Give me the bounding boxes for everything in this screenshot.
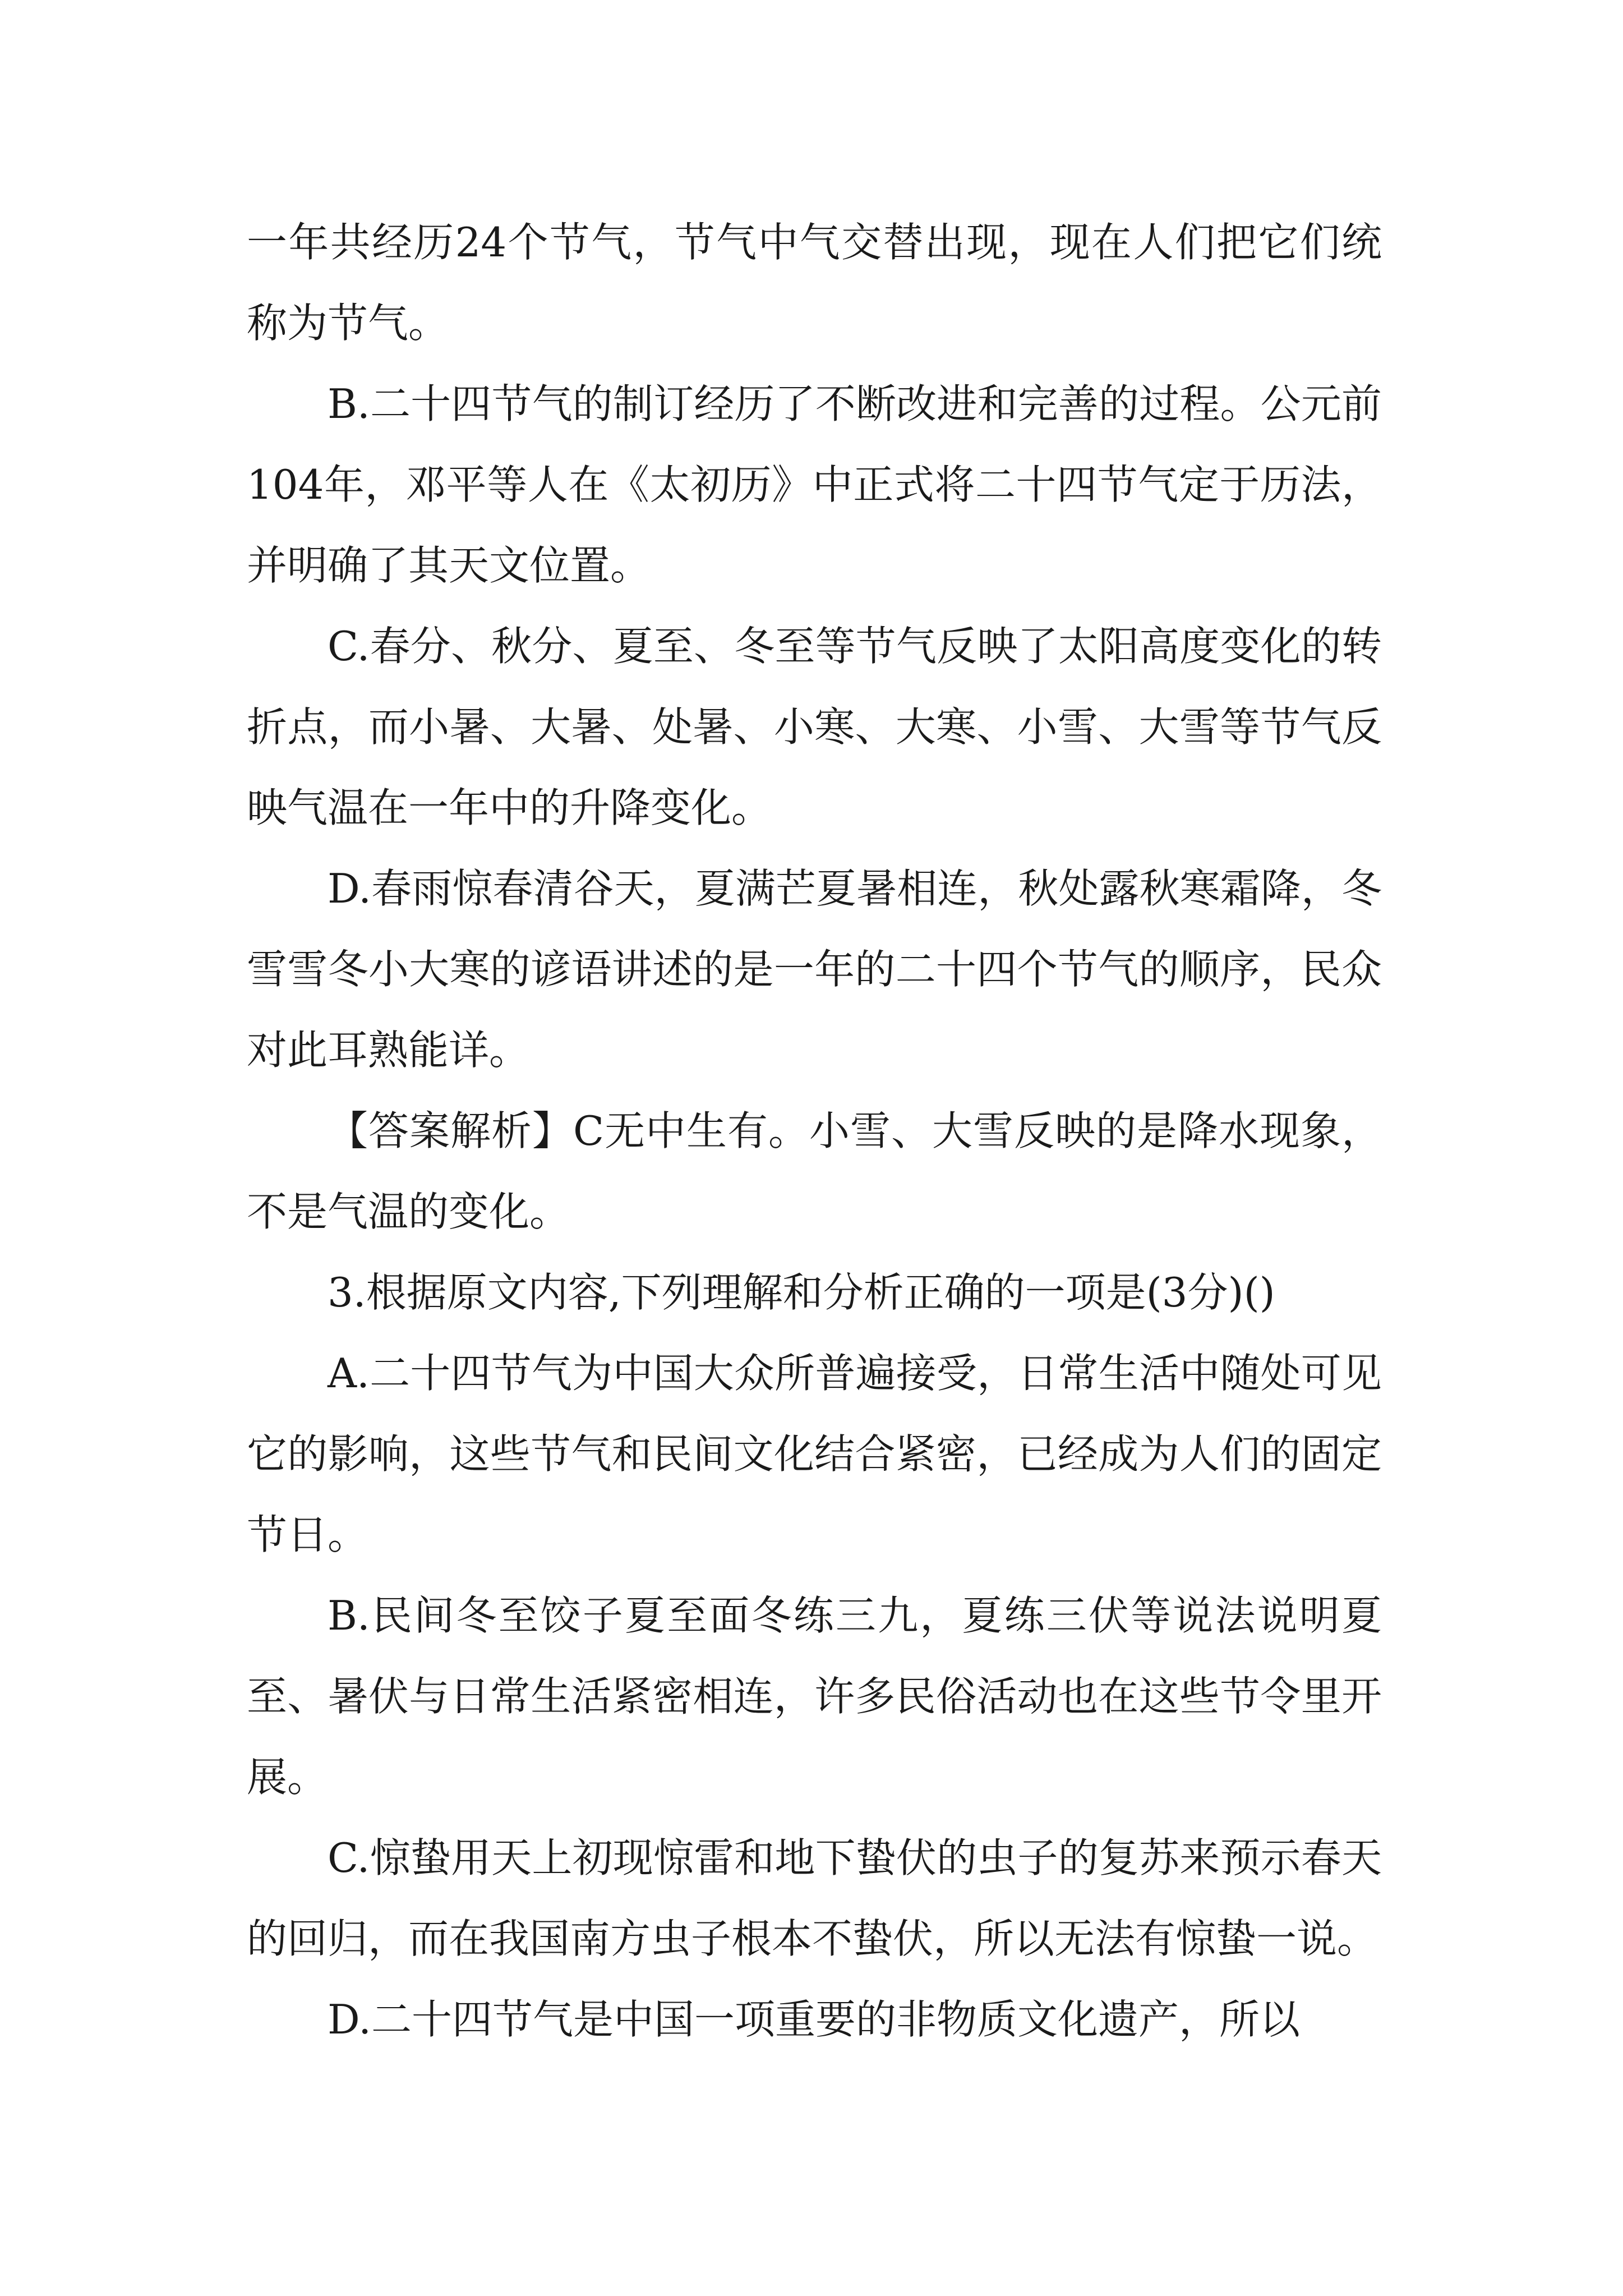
option-d-paragraph: D.春雨惊春清谷天，夏满芒夏暑相连，秋处露秋寒霜降，冬雪雪冬小大寒的谚语讲述的是一年的二十四个节气的顺序，民众对此耳熟能详。 <box>247 865 1382 1074</box>
question-3-stem: 3.根据原文内容,下列理解和分析正确的一项是(3分)() <box>328 1269 1275 1316</box>
option-b-paragraph: B.二十四节气的制订经历了不断改进和完善的过程。公元前104年，邓平等人在《太初历》中正式将二十四节气定于历法，并明确了其天文位置。 <box>247 380 1382 589</box>
answer-explanation: 【答案解析】C无中生有。小雪、大雪反映的是降水现象，不是气温的变化。 <box>247 1107 1382 1235</box>
question-3-option-b: B.民间冬至饺子夏至面冬练三九，夏练三伏等说法说明夏至、暑伏与日常生活紧密相连，许多民俗活动也在这些节令里开展。 <box>247 1592 1382 1801</box>
question-3-option-a: A.二十四节气为中国大众所普遍接受，日常生活中随处可见它的影响，这些节气和民间文化结合紧密，已经成为人们的固定节日。 <box>247 1350 1382 1558</box>
question-3-option-d: D.二十四节气是中国一项重要的非物质文化遗产，所以 <box>328 1996 1301 2043</box>
paragraph-continuation: 一年共经历24个节气，节气中气交替出现，现在人们把它们统称为节气。 <box>247 219 1382 347</box>
document-page <box>247 202 1382 2060</box>
question-3-option-c: C.惊蛰用天上初现惊雷和地下蛰伏的虫子的复苏来预示春天的回归，而在我国南方虫子根本不蛰伏，所以无法有惊蛰一说。 <box>247 1834 1382 1962</box>
option-c-paragraph: C.春分、秋分、夏至、冬至等节气反映了太阳高度变化的转折点，而小暑、大暑、处暑、小寒、大寒、小雪、大雪等节气反映气温在一年中的升降变化。 <box>247 623 1382 831</box>
